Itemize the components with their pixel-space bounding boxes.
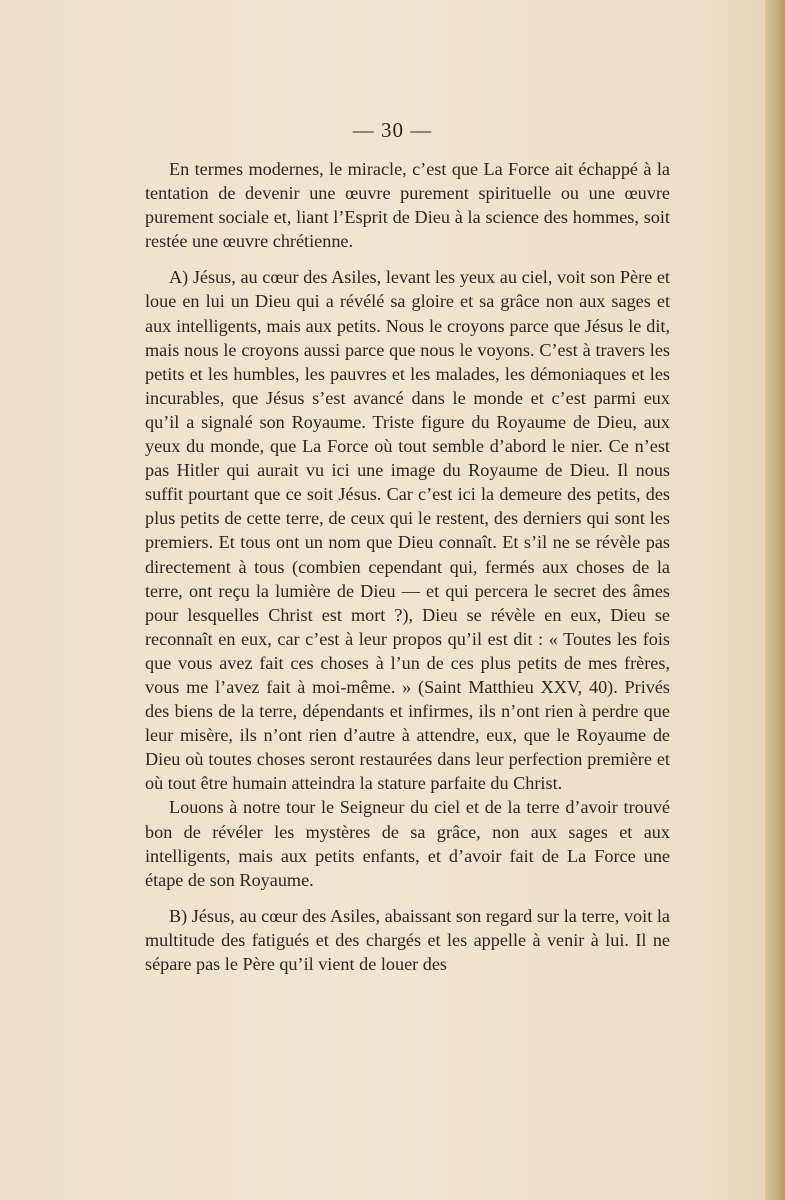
paragraph-louons: Louons à notre tour le Seigneur du ciel et de la terre d’avoir trouvé bon de révéler les mystères de sa grâce, non aux sages et aux intelligents, mais aux petits enfants, et d’avoir fait de La Force une étape de son Royaume. — [145, 797, 670, 890]
paragraph-a: A) Jésus, au cœur des Asiles, levant les yeux au ciel, voit son Père et loue en lui un Dieu qui a révélé sa gloire et sa grâce non aux sages et aux intelligents, mais aux petits. Nous le croyons parce que Jésus le dit, mais nous le croyons aussi parce que nous le voyons. C’est à travers les petits et les humbles, les pauvres et les malades, les démoniaques et les incurables, que Jésus s’est avancé dans le monde et c’est parmi eux qu’il a signalé son Royaume. Triste figure du Royaume de Dieu, aux yeux du monde, que La Force où tout semble d’abord le nier. Ce n’est pas Hitler qui aurait vu ici une image du Royaume de Dieu. Il nous suffit pourtant que ce soit Jésus. Car c’est ici la demeure des petits, des plus petits de cette terre, de ceux qui le restent, des derniers qui sont les premiers. Et tous ont un nom que Dieu connaît. Et s’il ne se révèle pas directement à tous (combien cependant qui, fermés aux choses de la terre, ont reçu la lumière de Dieu — et qui percera le secret des âmes pour lesquelles Christ est mort ?), Dieu se révèle en eux, Dieu se reconnaît en eux, car c’est à leur propos qu’il est dit : « Toutes les fois que vous avez fait ces choses à l’un de ces plus petits de mes frères, vous me l’avez fait à moi-même. » (Saint Matthieu XXV, 40). Privés des biens de la terre, dépendants et infirmes, ils n’ont rien à perdre que leur misère, ils n’ont rien d’autre à attendre, eux, que le Royaume de Dieu où toutes choses seront restaurées dans leur perfection première et où tout être humain atteindra la stature parfaite du Christ. — [145, 267, 670, 794]
paragraph-b: B) Jésus, au cœur des Asiles, abaissant son regard sur la terre, voit la multitude des fatigués et des chargés et les appelle à venir à lui. Il ne sépare pas le Père qu’il vient de louer des — [145, 905, 670, 974]
paragraph-intro: En termes modernes, le miracle, c’est que La Force ait échappé à la tentation de devenir une œuvre purement spirituelle ou une œuvre purement sociale et, liant l’Esprit de Dieu à la science des hommes, soit restée une œuvre chrétienne. — [145, 159, 670, 252]
page-edge — [765, 0, 785, 1200]
page-number: — 30 — — [352, 118, 433, 142]
body-text — [145, 157, 670, 976]
